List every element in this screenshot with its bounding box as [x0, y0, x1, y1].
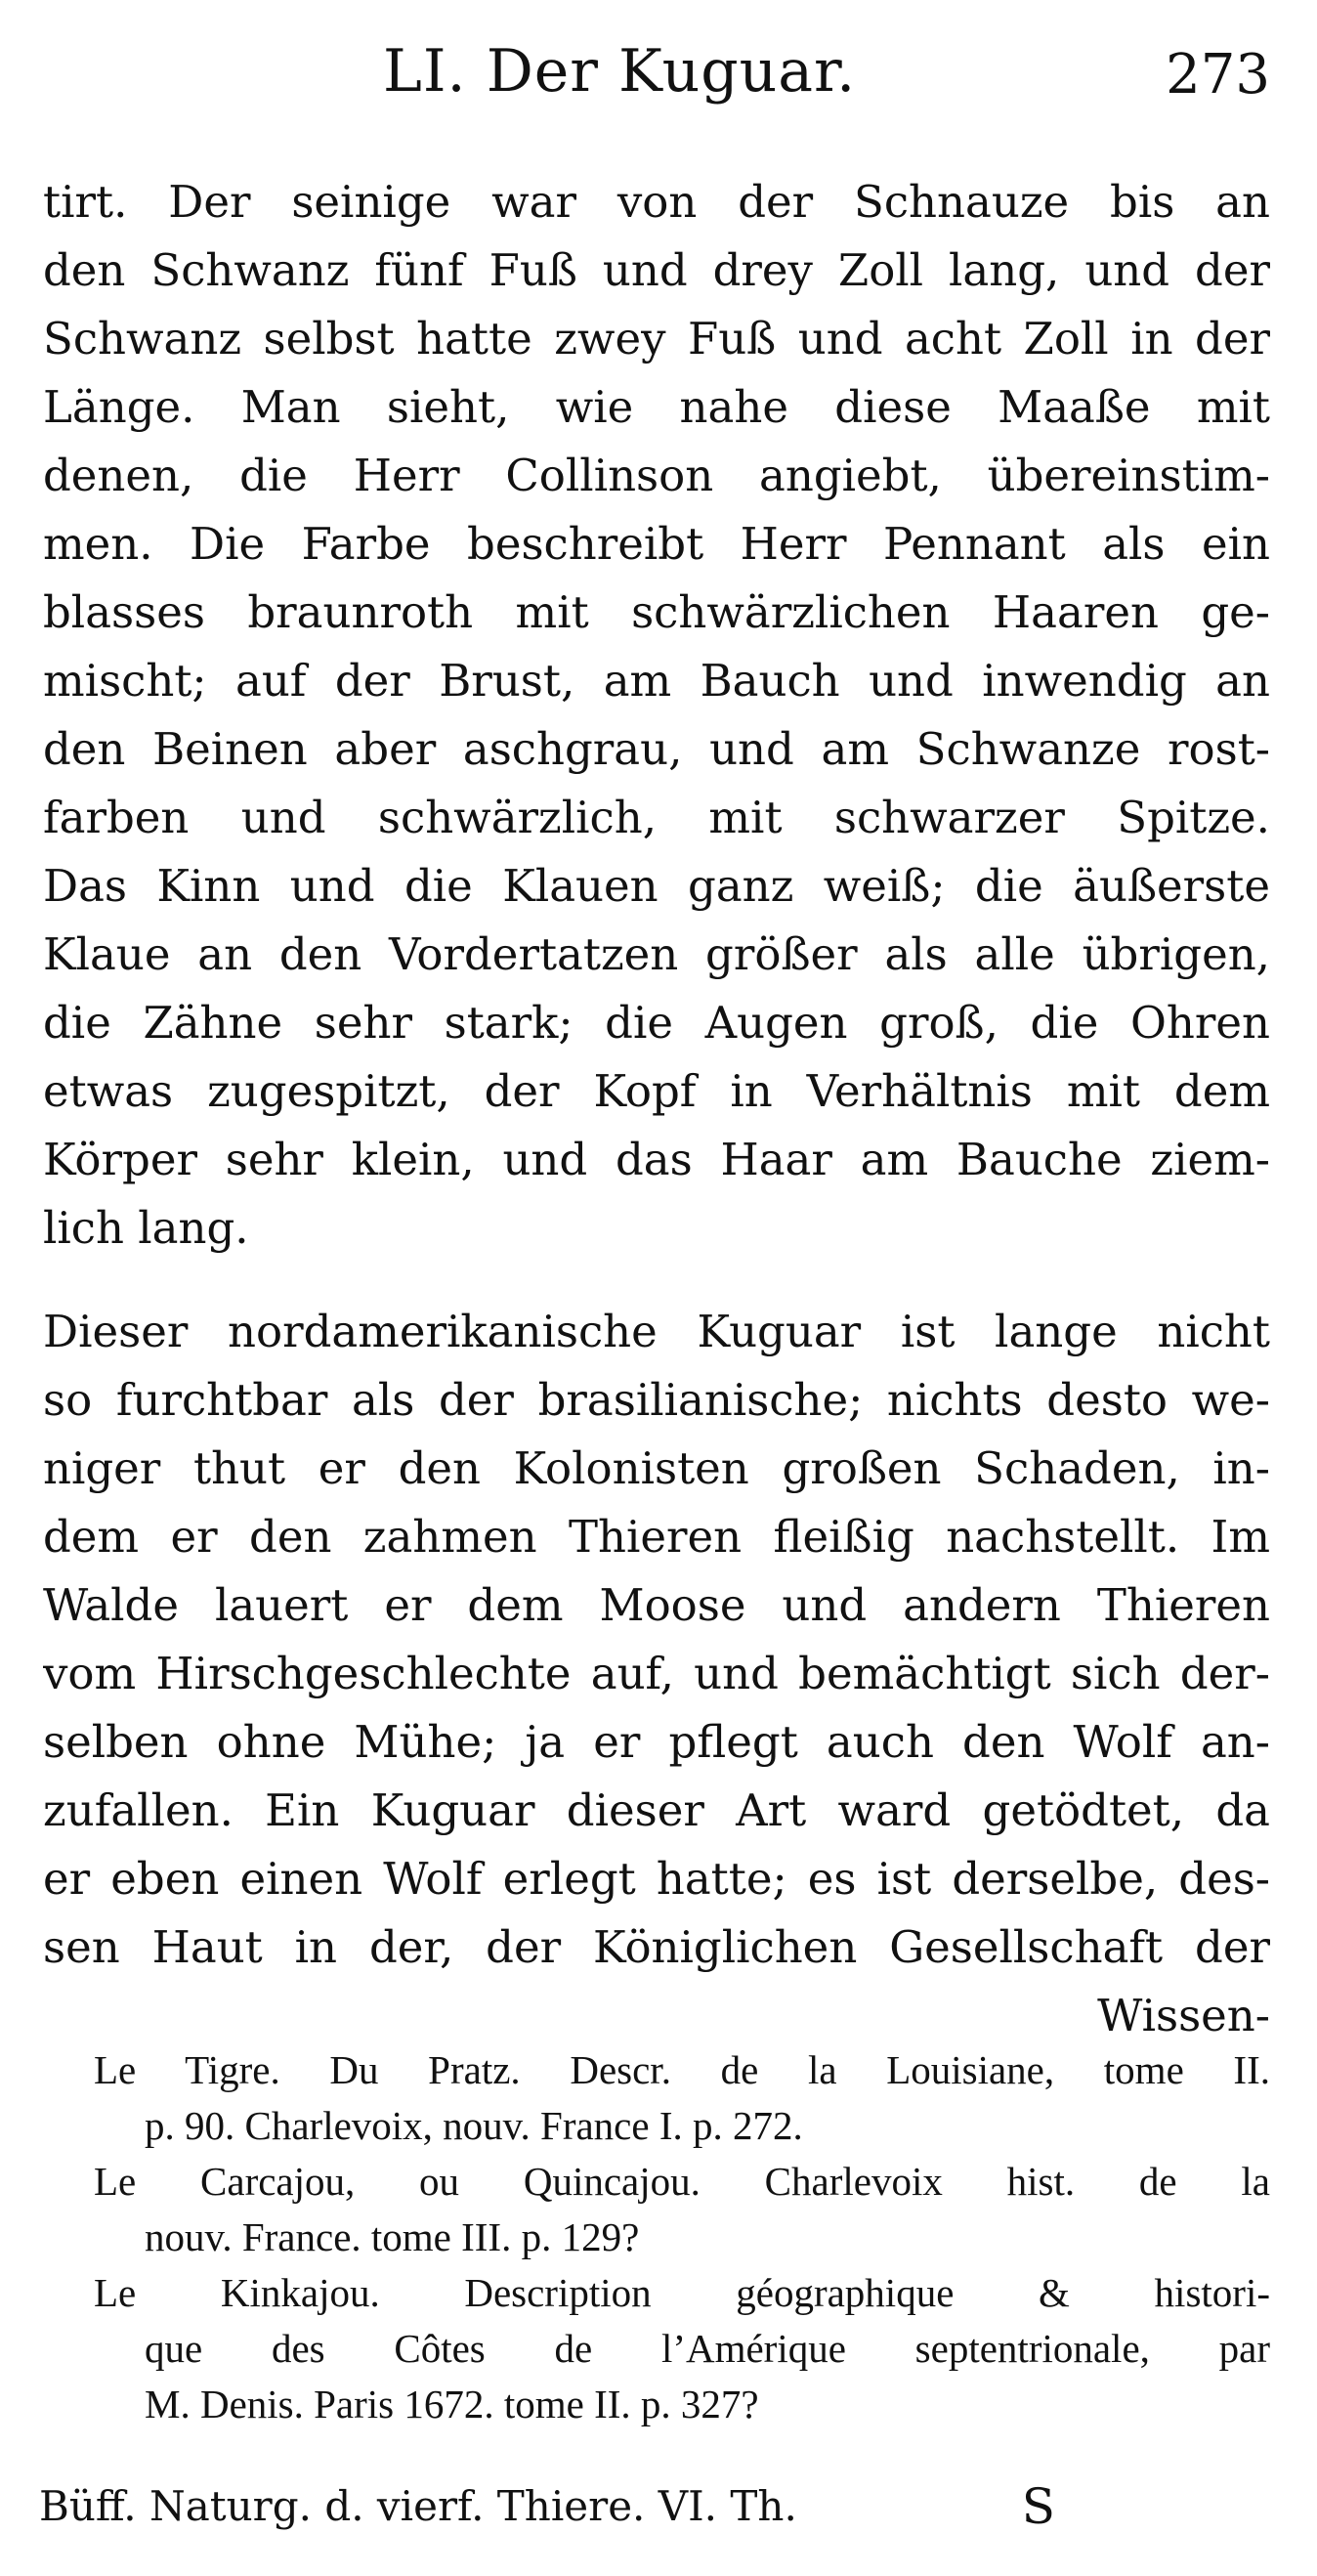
text-line: Länge. Man sieht, wie nahe diese Maaße mit [43, 381, 1270, 433]
footnotes [94, 2042, 1270, 2432]
text-line: niger thut er den Kolonisten großen Schaden, in- [43, 1442, 1270, 1494]
text-line: zufallen. Ein Kuguar dieser Art ward getödtet, da [43, 1784, 1270, 1836]
text-line: so furchtbar als der brasilianische; nichts desto we- [43, 1374, 1270, 1426]
page-footer [39, 2472, 1055, 2541]
text-line: den Schwanz fünf Fuß und drey Zoll lang, und der [43, 244, 1270, 296]
text-line: lich lang. [43, 1202, 249, 1254]
text-line: Schwanz selbst hatte zwey Fuß und acht Zoll in der [43, 313, 1270, 365]
footnote-line: p. 90. Charlevoix, nouv. France I. p. 272. [145, 2103, 803, 2148]
footnote-line: Le Carcajou, ou Quincajou. Charlevoix hist. de la [94, 2159, 1270, 2204]
page-number: 273 [1166, 43, 1270, 107]
paragraph-1 [43, 168, 1270, 1263]
chapter-title: LI. Der Kuguar. [383, 37, 857, 106]
text-line: er eben einen Wolf erlegt hatte; es ist derselbe, des- [43, 1853, 1270, 1905]
paragraph-2 [43, 1298, 1270, 2050]
running-header [39, 27, 1270, 115]
footnote-line: M. Denis. Paris 1672. tome II. p. 327? [145, 2382, 759, 2426]
signature-mark: S [1021, 2478, 1055, 2535]
text-line: die Zähne sehr stark; die Augen groß, die Ohren [43, 997, 1270, 1049]
text-line: blasses braunroth mit schwärzlichen Haaren ge- [43, 586, 1270, 638]
text-line: vom Hirschgeschlechte auf, und bemächtigt sich der- [43, 1648, 1270, 1699]
footnote-line: Le Kinkajou. Description géographique & histori- [94, 2270, 1270, 2315]
text-line: Das Kinn und die Klauen ganz weiß; die äußerste [43, 860, 1270, 912]
text-line: men. Die Farbe beschreibt Herr Pennant als ein [43, 518, 1270, 570]
text-line: dem er den zahmen Thieren fleißig nachstellt. Im [43, 1511, 1270, 1563]
footnote-line: que des Côtes de l’Amérique septentrionale, par [145, 2326, 1270, 2371]
catchword: Wissen- [1097, 1990, 1270, 2041]
footnote-line: nouv. France. tome III. p. 129? [145, 2214, 640, 2259]
text-line: den Beinen aber aschgrau, und am Schwanze rost- [43, 723, 1270, 775]
text-line: mischt; auf der Brust, am Bauch und inwendig an [43, 655, 1270, 707]
text-line: Körper sehr klein, und das Haar am Bauche ziem- [43, 1134, 1270, 1185]
text-line: Klaue an den Vordertatzen größer als alle übrigen, [43, 928, 1270, 980]
text-line: denen, die Herr Collinson angiebt, übereinstim- [43, 450, 1270, 501]
text-line: tirt. Der seinige war von der Schnauze bis an [43, 176, 1270, 228]
text-line: selben ohne Mühe; ja er pflegt auch den Wolf an- [43, 1716, 1270, 1768]
text-line: Walde lauert er dem Moose und andern Thieren [43, 1579, 1270, 1631]
text-line: farben und schwärzlich, mit schwarzer Spitze. [43, 792, 1270, 843]
text-line: etwas zugespitzt, der Kopf in Verhältnis mit dem [43, 1065, 1270, 1117]
text-line: Dieser nordamerikanische Kuguar ist lange nicht [43, 1306, 1270, 1357]
signature-line: Büff. Naturg. d. vierf. Thiere. VI. Th. [39, 2482, 797, 2530]
footnote-line: Le Tigre. Du Pratz. Descr. de la Louisiane, tome II. [94, 2047, 1270, 2092]
text-line: sen Haut in der, der Königlichen Gesellschaft der [43, 1921, 1270, 1973]
